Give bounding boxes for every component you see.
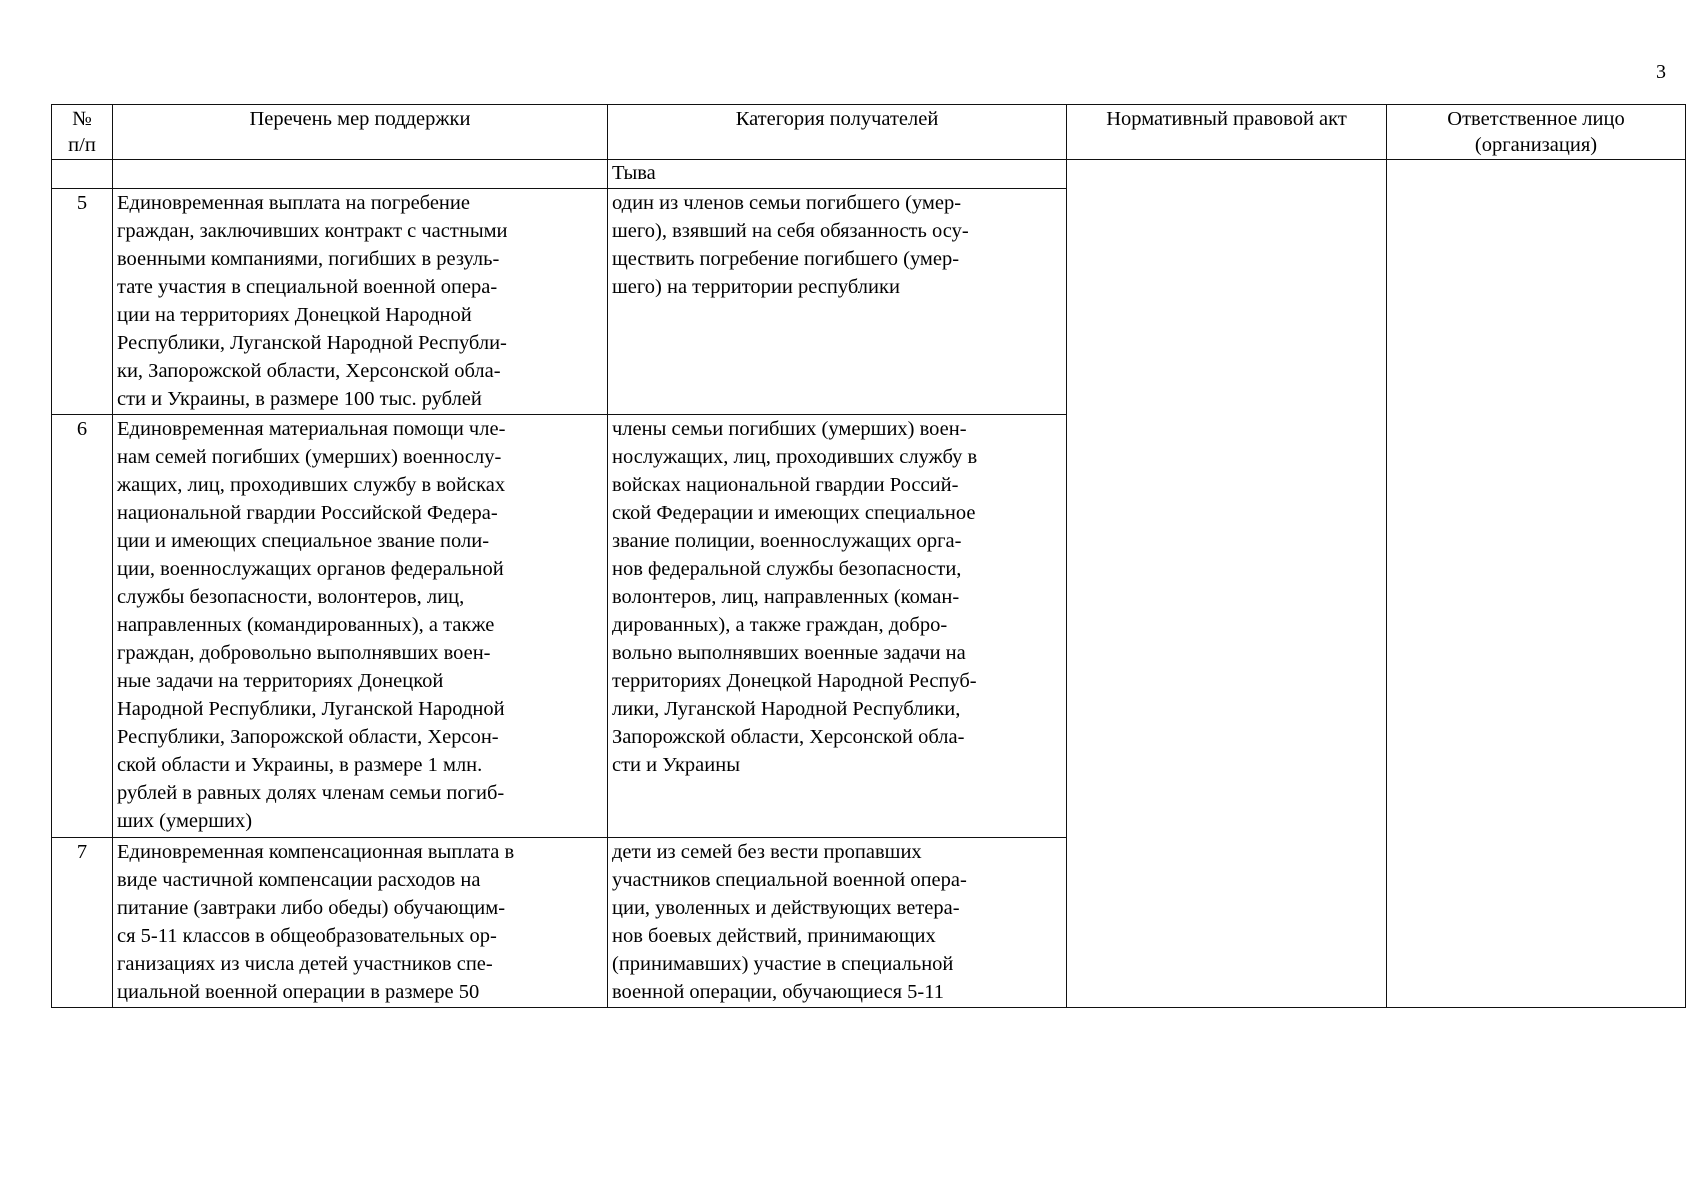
region-label: Тыва	[608, 160, 1067, 189]
row-number: 7	[52, 838, 113, 1008]
row-number: 5	[52, 189, 113, 415]
row-number: 6	[52, 415, 113, 838]
table-header-row	[52, 105, 1686, 160]
header-measure: Перечень мер поддержки	[113, 105, 608, 160]
region-num-cell	[52, 160, 113, 189]
region-measure-cell	[113, 160, 608, 189]
measure-cell: Единовременная компенсационная выплата в виде частичной компенсации расходов на питание (завтраки либо обеды) обучающим- ся 5-11 классов в общеобразовательных ор- ганизациях из числа детей участников спе- циальной военной операции в размере 50	[113, 838, 608, 1008]
category-cell: один из членов семьи погибшего (умер- шего), взявший на себя обязанность осу- ществить погребение погибшего (умер- шего) на территории республики	[608, 189, 1067, 415]
table-row-region	[52, 160, 1686, 189]
category-cell: члены семьи погибших (умерших) воен- нослужащих, лиц, проходивших службу в войсках национальной гвардии Россий- ской Федерации и имеющих специальное звание полиции, военнослужащих орга- нов федеральной службы безопасности, волонтеров, лиц, направленных (коман- дированных), а также граждан, добро- вольно выполнявших военные задачи на территориях Донецкой Народной Респуб- лики, Луганской Народной Республики, Запорожской области, Херсонской обла- сти и Украины	[608, 415, 1067, 838]
page-number: 3	[1656, 61, 1666, 83]
support-measures-table	[51, 104, 1686, 1008]
responsible-cell	[1387, 160, 1686, 1008]
header-responsible: Ответственное лицо (организация)	[1387, 105, 1686, 160]
category-cell: дети из семей без вести пропавших участников специальной военной опера- ции, уволенных и действующих ветера- нов боевых действий, принимающих (принимавших) участие в специальной военной операции, обучающиеся 5-11	[608, 838, 1067, 1008]
act-cell	[1067, 160, 1387, 1008]
header-category: Категория получателей	[608, 105, 1067, 160]
measure-cell: Единовременная материальная помощи чле- нам семей погибших (умерших) военнослу- жащих, лиц, проходивших службу в войсках национальной гвардии Российской Федера- ции и имеющих специальное звание поли- ции, военнослужащих органов федеральной службы безопасности, волонтеров, лиц, направленных (командированных), а также граждан, добровольно выполнявших воен- ные задачи на территориях Донецкой Народной Республики, Луганской Народной Республики, Запорожской области, Херсон- ской области и Украины, в размере 1 млн. рублей в равных долях членам семьи погиб- ших (умерших)	[113, 415, 608, 838]
measure-cell: Единовременная выплата на погребение граждан, заключивших контракт с частными военными компаниями, погибших в резуль- тате участия в специальной военной опера- ции на территориях Донецкой Народной Республики, Луганской Народной Республи- ки, Запорожской области, Херсонской обла- сти и Украины, в размере 100 тыс. рублей	[113, 189, 608, 415]
header-num: № п/п	[52, 105, 113, 160]
header-act: Нормативный правовой акт	[1067, 105, 1387, 160]
